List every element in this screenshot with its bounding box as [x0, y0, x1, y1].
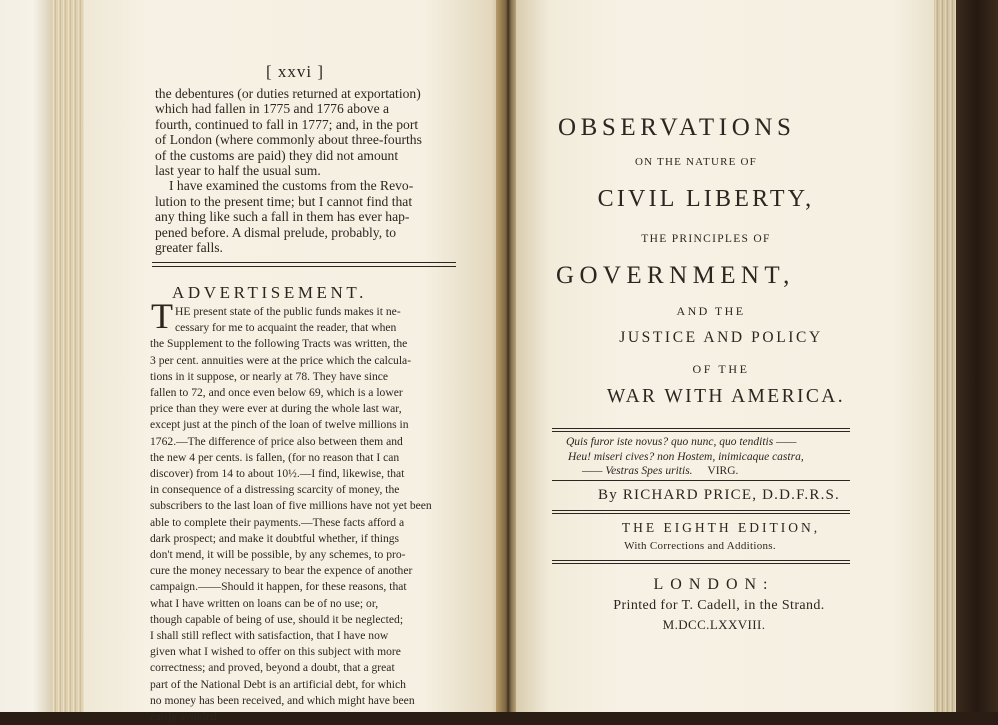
epigraph	[566, 435, 804, 479]
book-edge-left	[0, 0, 60, 712]
text-line: part of the National Debt is an artificial debt, for which	[150, 677, 406, 691]
book-gutter	[496, 0, 518, 712]
text-line: tions in it suppose, or nearly at 78. They have since	[150, 369, 389, 383]
text-line: cure the money necessary to bear the expence of another	[150, 564, 413, 578]
text-line: I have examined the customs from the Revo-	[169, 178, 414, 194]
title-war-with-america: WAR WITH AMERICA.	[606, 386, 846, 407]
text-line: the new 4 per cents. is fallen, (for no reason that I can	[150, 450, 400, 464]
text-line: 3 per cent. annuities were at the price which the calcula-	[150, 353, 412, 367]
printer-line: Printed for T. Cadell, in the Strand.	[613, 598, 825, 613]
text-line: any thing like such a fall in them has ever hap-	[155, 209, 410, 225]
text-line: don't mend, it will be possible, by any schemes, to pro-	[150, 548, 406, 562]
text-line: discover) from 14 to about 10½.—I find, likewise, that	[150, 467, 405, 481]
text-line: lution to the present time; but I cannot find that	[155, 193, 413, 209]
title-principles-of: THE PRINCIPLES OF	[641, 233, 771, 245]
title-justice-policy: JUSTICE AND POLICY	[619, 329, 823, 346]
text-line: though capable of being of use, should it be neglected;	[150, 612, 404, 626]
text-line: fourth, continued to fall in 1777; and, in the port	[155, 116, 419, 132]
text-line: last year to half the usual sum.	[155, 163, 321, 179]
edition-line: THE EIGHTH EDITION,	[621, 520, 821, 535]
text-line: no money has been received, and which might have been	[150, 693, 415, 707]
text-line: in consequence of a distressing scarcity of money, the	[150, 483, 400, 497]
epigraph-attribution: VIRG.	[707, 465, 739, 478]
text-line: which had fallen in 1775 and 1776 above a	[155, 101, 390, 117]
page-stack-left	[52, 0, 84, 712]
author-line: By RICHARD PRICE, D.D.F.R.S.	[597, 487, 841, 503]
advertisement-heading: ADVERTISEMENT.	[172, 283, 367, 302]
date-line: M.DCC.LXXVIII.	[662, 617, 766, 632]
edition-note: With Corrections and Additions.	[624, 540, 776, 552]
page-stack-right	[934, 0, 956, 712]
text-line: HE present state of the public funds makes it ne-	[175, 305, 401, 318]
text-line: easily avoided.	[150, 710, 220, 724]
epigraph-line	[566, 464, 804, 479]
text-line: 1762.—The difference of price also between them and	[150, 434, 403, 448]
continuation-text	[155, 86, 455, 255]
place-line: LONDON:	[653, 576, 775, 593]
text-line: except just at the pinch of the loan of twelve millions in	[150, 418, 409, 432]
advertisement-divider	[152, 262, 456, 263]
text-line: subscribers to the last loan of five millions have not yet been	[150, 499, 432, 513]
text-line: pened before. A dismal prelude, probably, to	[155, 224, 397, 240]
book-binding	[956, 0, 998, 712]
text-line: the debentures (or duties returned at exportation)	[155, 86, 421, 101]
text-line: price than they were ever at during the whole last war,	[150, 402, 402, 416]
text-line: dark prospect; and make it doubtful whether, if things	[150, 531, 400, 545]
epigraph-bottom-rule	[552, 480, 850, 481]
text-line: correctness; and proved, beyond a doubt, that a great	[150, 661, 395, 675]
title-of-the: OF THE	[692, 362, 750, 376]
title-government: GOVERNMENT,	[556, 262, 795, 289]
title-civil-liberty: CIVIL LIBERTY,	[597, 186, 815, 212]
text-line: of the customs are paid) they did not amount	[155, 147, 399, 163]
epigraph-line: Quis furor iste novus? quo nunc, quo tenditis ——	[566, 436, 797, 448]
text-line: the Supplement to the following Tracts was written, the	[150, 337, 408, 351]
text-line: fallen to 72, and once even below 69, which is a lower	[150, 386, 403, 400]
text-line: I shall still reflect with satisfaction, that I have now	[150, 629, 389, 643]
epigraph-line: Heu! miseri cives? non Hostem, inimicaque castra,	[568, 450, 804, 463]
advertisement-body	[150, 304, 455, 725]
title-nature-of: ON THE NATURE OF	[635, 156, 757, 168]
drop-cap: T	[151, 296, 173, 336]
imprint-rule	[552, 560, 850, 564]
text-line: cessary for me to acquaint the reader, that when	[175, 321, 397, 335]
epigraph-fragment: —— Vestras Spes uritis.	[582, 465, 693, 478]
text-line: what I have written on loans can be of no use; or,	[150, 596, 379, 610]
text-line: campaign.——Should it happen, for these reasons, that	[150, 580, 407, 594]
epigraph-top-rule	[552, 428, 850, 432]
title-and-the: AND THE	[676, 304, 746, 318]
author-rule	[552, 510, 850, 514]
title-observations: OBSERVATIONS	[558, 114, 796, 141]
text-line: greater falls.	[155, 240, 223, 256]
advertisement-divider-thin	[152, 266, 456, 267]
text-line: given what I wished to offer on this subject with more	[150, 645, 401, 659]
text-line: of London (where commonly about three-fourths	[155, 132, 422, 148]
page-number: [ xxvi ]	[266, 62, 325, 81]
text-line: able to complete their payments.—These facts afford a	[150, 515, 405, 529]
